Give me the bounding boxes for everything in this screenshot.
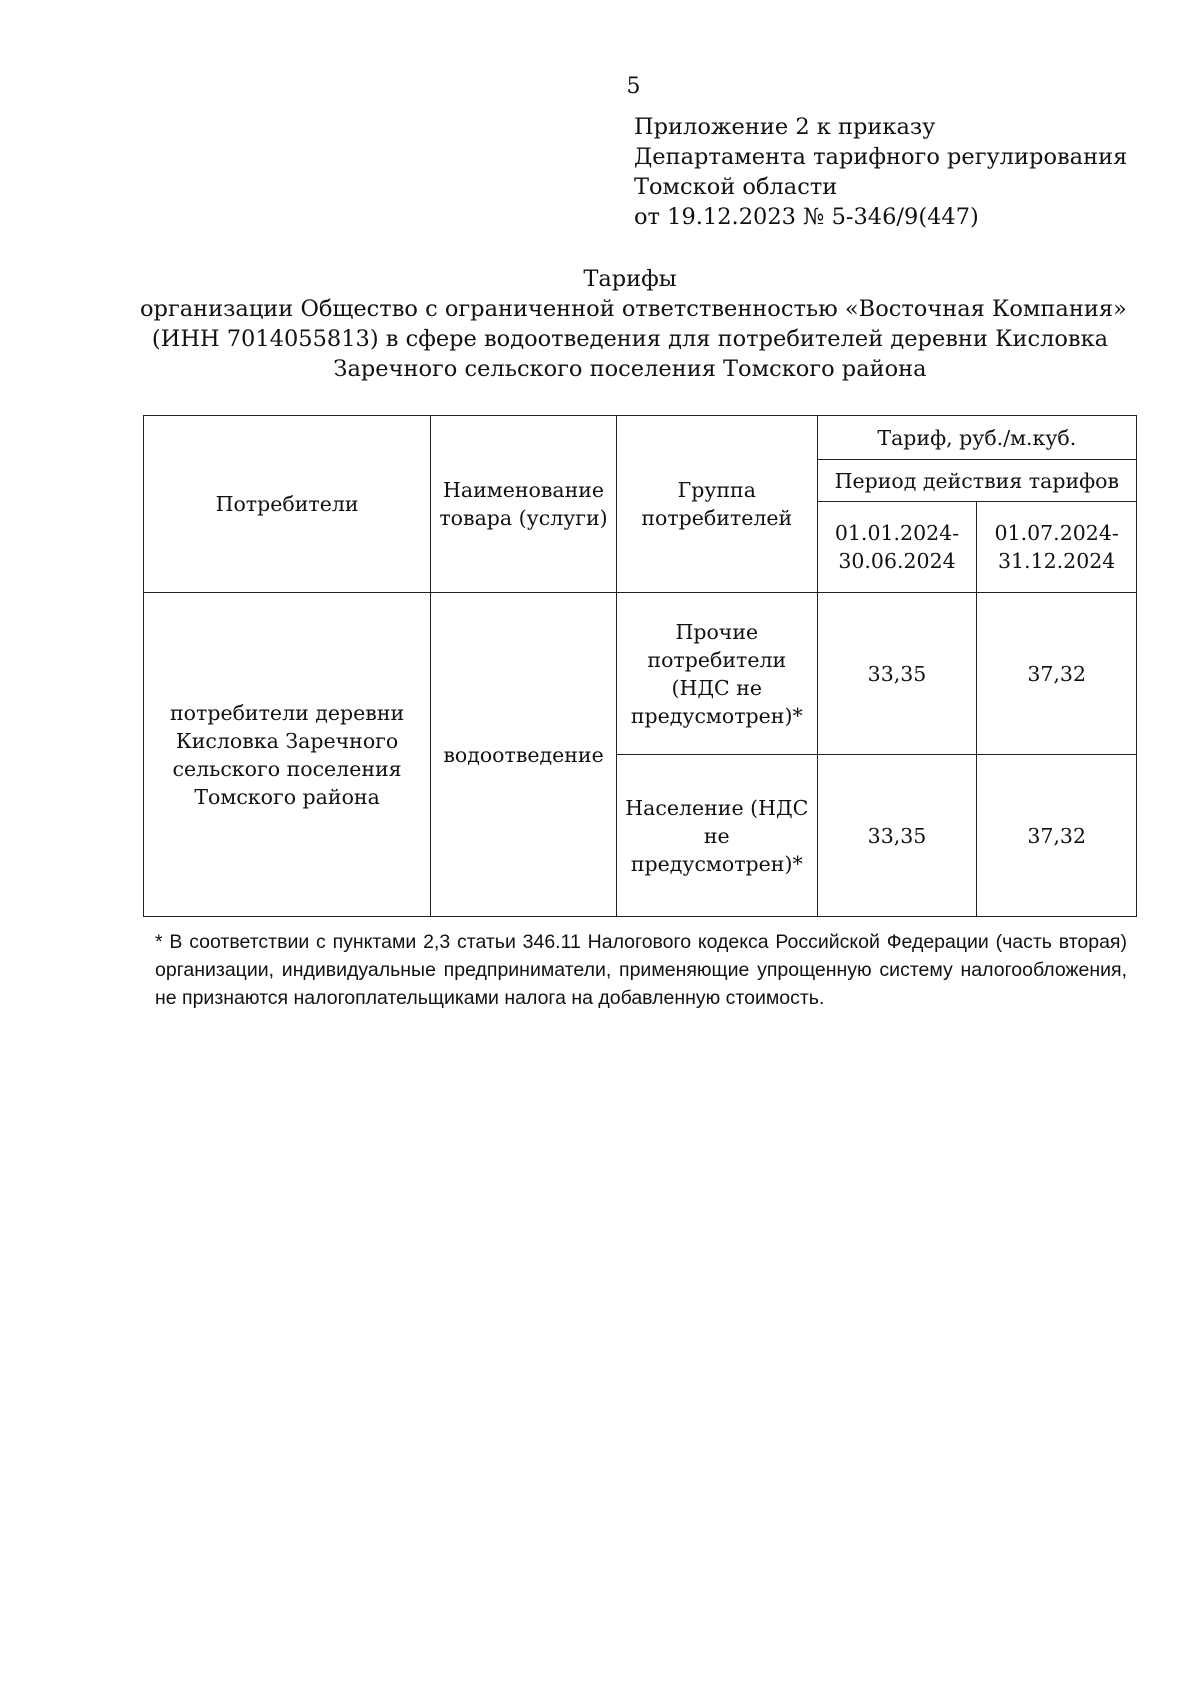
consumers-cell: потребители деревни Кисловка Заречного сельского поселения Томского района [144,593,431,917]
group-cell: Население (НДС не предусмотрен)* [616,755,817,917]
title-line: организации Общество с ограниченной ответственностью «Восточная Компания» [140,296,1127,322]
footnote: * В соответствии с пунктами 2,3 статьи 346.11 Налогового кодекса Российской Федерации (часть вторая) организации, индивидуальные предприниматели, применяющие упрощенную систему налогообложения, не признаются налогоплательщиками налога на добавленную стоимость. [155,931,1127,1009]
header-group: Группа потребителей [616,416,817,593]
page-number: 5 [626,74,641,99]
header-period: Период действия тарифов [817,460,1136,502]
header-period-1: 01.01.2024-30.06.2024 [817,502,977,593]
tariff-value: 37,32 [977,755,1137,917]
title-line: (ИНН 7014055813) в сфере водоотведения для потребителей деревни Кисловка [151,326,1109,352]
title-heading: Тарифы [583,266,677,292]
appendix-reference [634,112,1127,232]
appendix-line: от 19.12.2023 № 5-346/9(447) [634,204,979,230]
header-tariff: Тариф, руб./м.куб. [817,416,1136,460]
tariff-value: 33,35 [817,593,977,755]
tariff-table [143,415,1137,917]
header-product: Наименование товара (услуги) [431,416,617,593]
title-line: Заречного сельского поселения Томского района [333,356,927,382]
appendix-line: Департамента тарифного регулирования [634,144,1128,170]
document-title [140,264,1127,384]
product-cell: водоотведение [431,593,617,917]
tariff-value: 37,32 [977,593,1137,755]
appendix-line: Томской области [634,174,838,200]
appendix-line: Приложение 2 к приказу [634,114,936,140]
header-consumers: Потребители [144,416,431,593]
group-cell: Прочие потребители (НДС не предусмотрен)* [616,593,817,755]
header-period-2: 01.07.2024-31.12.2024 [977,502,1137,593]
tariff-value: 33,35 [817,755,977,917]
